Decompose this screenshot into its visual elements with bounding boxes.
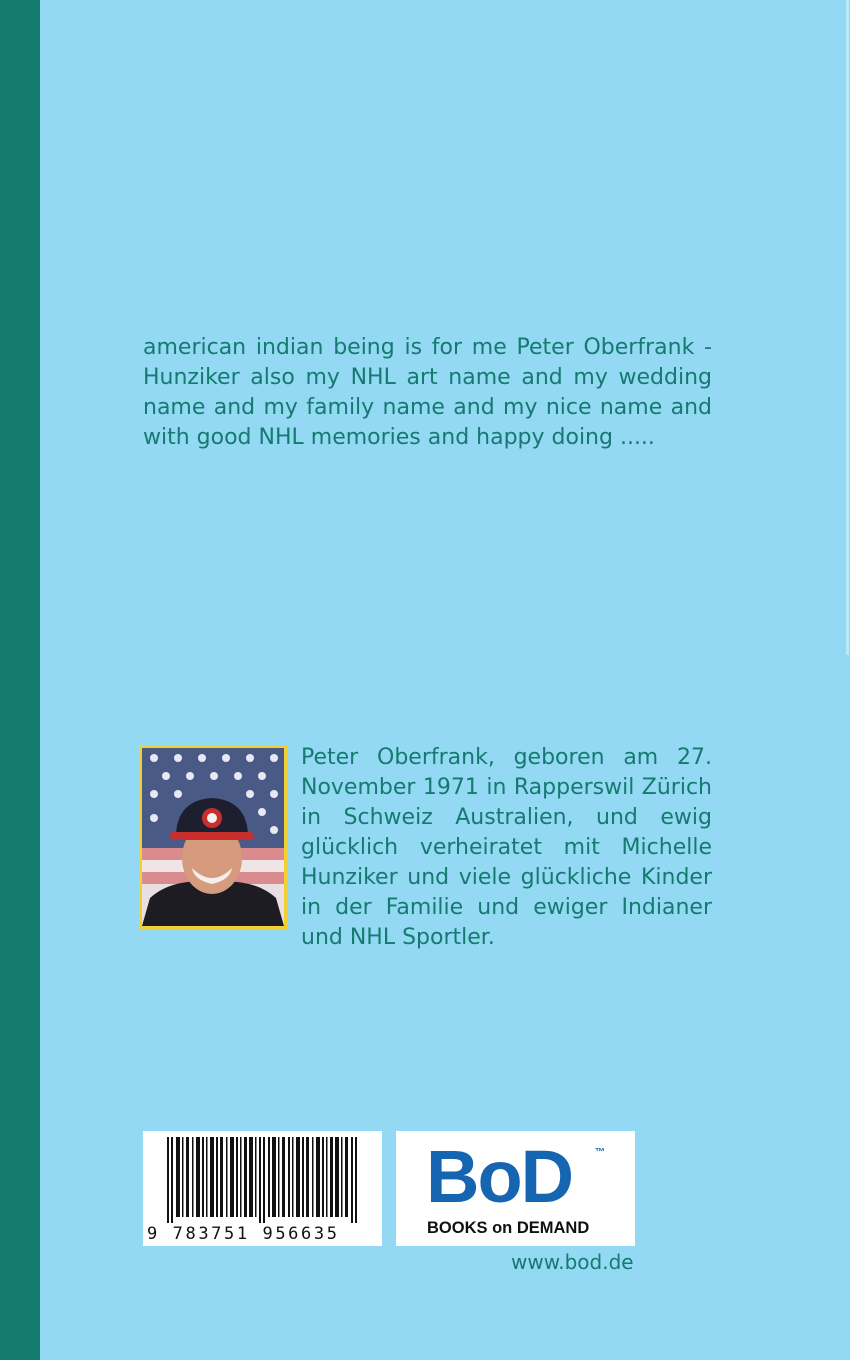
author-bio: Peter Oberfrank, geboren am 27. November 1971 in Rapperswil Zürich in Schweiz Australien, und ewig glücklich verheiratet mit Michelle Hunziker und viele glückliche Kinder in der Familie und ewiger Indianer und NHL Sportler. <box>301 745 712 950</box>
publisher-logo-box <box>396 1131 635 1246</box>
back-cover-blurb: american indian being is for me Peter Oberfrank - Hunziker also my NHL art name and my wedding name and my family name and my nice name and with good NHL memories and happy doing ..... <box>143 335 712 450</box>
bod-logo: BoD <box>426 1135 573 1218</box>
isbn-number: 9 783751 956635 <box>147 1224 340 1244</box>
author-photo <box>139 745 287 929</box>
trademark-symbol: ™ <box>595 1147 605 1158</box>
publisher-url: www.bod.de <box>511 1250 634 1274</box>
cover-edge <box>846 0 849 655</box>
publisher-tagline: BOOKS on DEMAND <box>427 1219 590 1237</box>
isbn-barcode <box>143 1131 382 1246</box>
book-spine <box>0 0 40 1360</box>
